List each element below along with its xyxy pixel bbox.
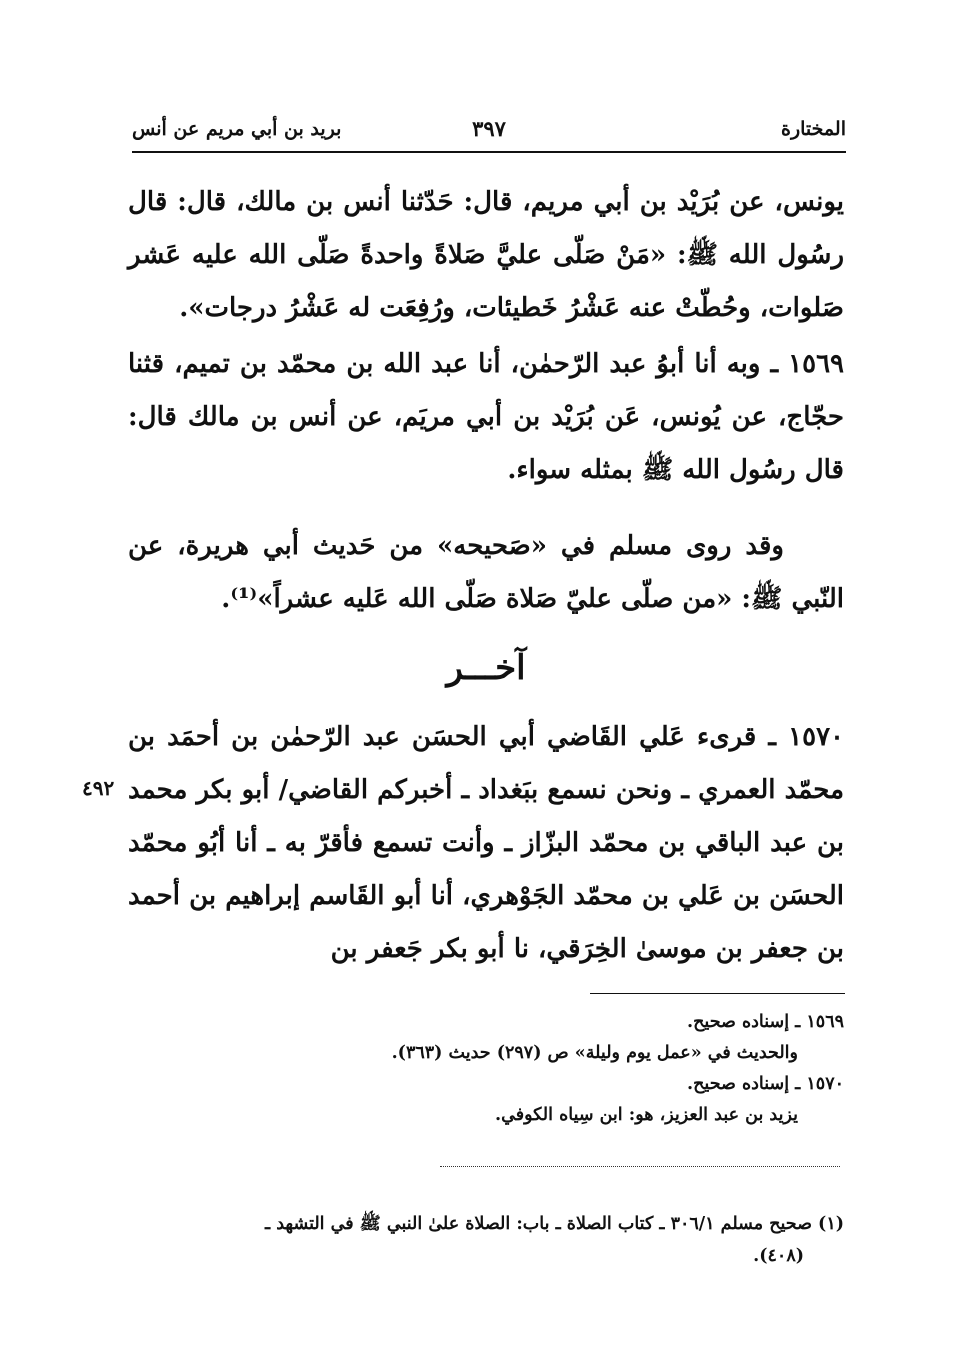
page-number: ٣٩٧ <box>472 116 506 141</box>
header-divider <box>132 151 846 153</box>
note-1570: ١٥٧٠ ـ إسناده صحيح. <box>687 1074 844 1094</box>
paragraph-hadith-1569 <box>128 338 844 497</box>
section-title: آخـــر <box>446 648 526 688</box>
footnote-1 <box>128 1208 844 1272</box>
margin-page-reference: ٤٩٢ <box>82 776 115 800</box>
chapter-title: بريد بن أبي مريم عن أنس <box>132 118 342 140</box>
paragraph-3-text: وقد روى مسلم في «صَحيحه» من حَديث أبي هريرة، عن النّبي ﷺ: «من صلّى عليّ صَلاة صَلّى الله عَليه عشراً»⁽¹⁾. <box>128 531 844 614</box>
note-1569-detail: والحديث في «عمل يوم وليلة» ص (٢٩٧) حديث (٣٦٣). <box>391 1043 798 1063</box>
paragraph-3 <box>128 520 844 626</box>
page-header <box>132 112 846 152</box>
footnote-dotted-divider <box>440 1166 840 1167</box>
book-title: المختارة <box>781 118 846 140</box>
paragraph-4-text: ١٥٧٠ ـ قرىء عَلي القَاضي أبي الحسَن عبد الرّحمٰن بن أحمَد بن محمّد العمري ـ ونحن نسمع ببَغداد ـ أخبركم القاضي/ أبو بكر محمد بن عبد الباقي بن محمّد البزّاز ـ وأنت تسمع فأقرّ به ـ أنا أبُو محمّد الحسَن بن عَلي بن محمّد الجَوْهري، أنا أبو القَاسم إبراهيم بن أحمد بن جعفر بن موسىٰ الخِرَقي، نا أبو بكر جَعفر بن <box>128 722 845 964</box>
paragraph-1 <box>128 176 844 335</box>
paragraph-hadith-1570 <box>128 711 844 976</box>
footnote-1-line-2: (٤٠٨). <box>753 1246 804 1266</box>
paragraph-2-text: ١٥٦٩ ـ وبه أنا أبوُ عبد الرّحمٰن، أنا عبد الله بن محمّد بن تميم، قثنا حجّاج، عن يُونس، عَن بُرَيْد بن أبي مريَم، عن أنس بن مالك قال: قال رسُول الله ﷺ بمثله سواء. <box>128 349 844 485</box>
footnote-divider <box>590 993 845 994</box>
footnote-1-line-1: (١) صحيح مسلم ٣٠٦/١ ـ كتاب الصلاة ـ باب: الصلاة علىٰ النبي ﷺ في التشهد ـ <box>264 1214 844 1234</box>
note-1570-detail: يزيد بن عبد العزيز، هو: ابن سِياه الكوفي. <box>495 1105 798 1125</box>
note-1569: ١٥٦٩ ـ إسناده صحيح. <box>687 1012 844 1032</box>
paragraph-1-text: يونس، عن بُرَيْد بن أبي مريم، قال: حَدّثنا أنس بن مالك، قال: قال رسُول الله ﷺ: «مَنْ صَلّى عليَّ صَلاةً واحدةً صَلّى الله عليه عَشر صَلوات، وحُطّتْ عنه عَشْرُ خَطيئات، ورُفِعَت له عَشْرُ درجات». <box>128 187 844 323</box>
editor-notes <box>300 1007 844 1131</box>
